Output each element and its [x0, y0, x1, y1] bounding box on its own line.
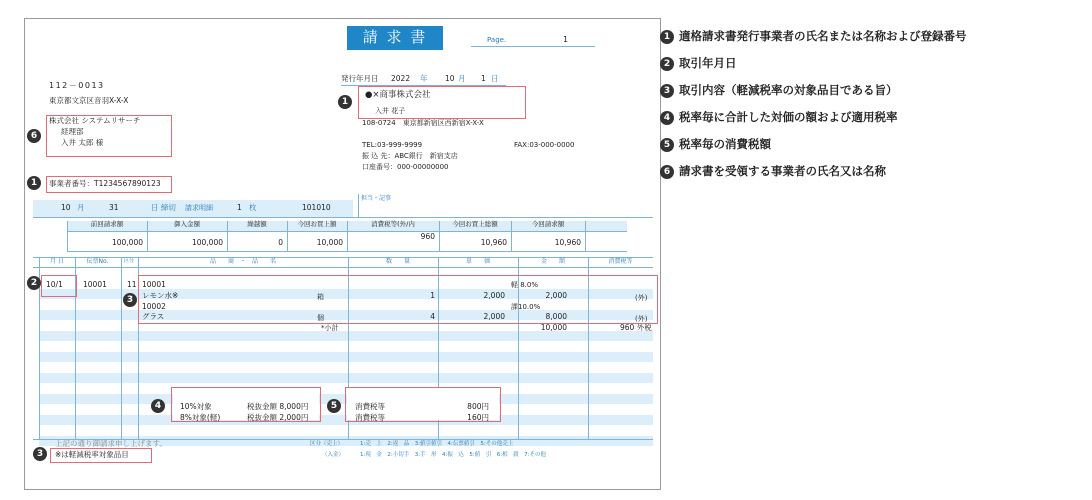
recipient-postal: 112－0013 — [49, 81, 105, 90]
issuer-bank: 振 込 先：ABC銀行 新宿支店 — [362, 152, 458, 160]
row-kbn: 11 — [127, 280, 137, 289]
legend-number: 3 — [660, 84, 674, 98]
page-number: 1 — [563, 35, 569, 44]
page-label: Page. — [487, 36, 507, 44]
detail-header-tax: 消費税等 — [608, 258, 633, 265]
tax-amount-label-1: 消費税等 — [355, 402, 385, 411]
marker-5: 5 — [327, 399, 341, 413]
subtotal-amount: 10,000 — [540, 323, 567, 332]
invoice-title: 請 求 書 — [362, 28, 428, 46]
summary-value-2: 0 — [278, 238, 283, 247]
highlight-date — [41, 275, 77, 297]
summary-value-5: 10,960 — [480, 238, 507, 247]
recipient-department: 経理部 — [61, 127, 84, 136]
legend-text: 取引年月日 — [679, 56, 737, 70]
detail-header-item: 品 商 ・ 品 名 — [209, 258, 276, 265]
legend-item-2 — [660, 55, 737, 71]
issuer-fax: FAX:03-000-0000 — [514, 141, 575, 149]
invoice-document: 請 求 書 Page. 1 発行年月日 2022 年 10 月 1 日 112－0013 東京都文京区音羽X-X-X 株式会社 システムリサーチ 経理部 入井 太郎 様 事業者番号：T1234567890123 ●×商事株式会社 入井 花子 108-0724 東京都新宿区西新宿X-X-X TEL:03-999-9999 FAX:03-000-0000 振 込 先：ABC銀行 新宿支店 口座番号：000-00000000 10 月 31 日 締切 請求明細 1 枚 101010 担当・記事 前回請求額 100,000 御入金額 100,000 繰越額 0 今回お買上額 10,000 消費税等(外/内 960 今回お買上総額 10,960 今回請求額 10,960 月 日 伝票No. 区分 品 商 ・ 品 名 数 量 単 価 金 額 消費税等 10/1 10001 11 10001 レモン水※ 箱 1 2,000 軽 8.0% 2,000 (外) 10002 グラス 個 4 2,000 課10.0% 8,000 (外) *小計 10,000 960 外税 10%対象 税抜金額 8,000円 8%対象(軽) 税抜金額 2,000円 消費税等 800円 消費税等 160円 上記の通り御請求申し上げます。 ※は軽減税率対象品目 区分（売上） 1:売 上 2:返 品 3:値引値引 4:伝票値引 5:その他売上 （入金） 1:現 金 2:小切手 3:手 形 4:振 込 5:値 引 6:相 殺 7:その他 6 1 1 2 3 3 4 5 — [24, 18, 661, 490]
item-name-1: レモン水※ — [142, 291, 179, 300]
legend-item-5 — [660, 136, 771, 152]
legend-number: 5 — [660, 138, 674, 152]
issuer-person: 入井 花子 — [375, 107, 406, 115]
legend-text: 請求書を受領する事業者の氏名又は名称 — [679, 164, 886, 178]
recipient-address: 東京都文京区音羽X-X-X — [49, 96, 129, 105]
marker-4: 4 — [151, 399, 165, 413]
highlight-reduced-note — [50, 448, 152, 463]
marker-6: 6 — [27, 129, 41, 143]
detail-header-qty: 数 量 — [385, 258, 410, 265]
legend-number: 4 — [660, 111, 674, 125]
detail-header-unit_price: 単 価 — [465, 258, 490, 265]
highlight-issuer — [358, 86, 526, 119]
highlight-recipient — [46, 115, 172, 157]
detail-header-slip: 伝票No. — [86, 258, 109, 265]
summary-value-3: 10,000 — [316, 238, 343, 247]
marker-3a: 3 — [123, 293, 137, 307]
detail-header-kbn: 区分 — [123, 258, 134, 264]
legend-text: 税率毎に合計した対価の額および適用税率 — [679, 110, 898, 124]
detail-row-band — [39, 373, 653, 383]
summary-header-6: 今回請求額 — [531, 220, 565, 228]
summary-header-0: 前回請求額 — [90, 220, 124, 228]
summary-header-2: 繰越額 — [247, 220, 267, 228]
detail-header-date: 月 日 — [50, 258, 64, 265]
summary-value-0: 100,000 — [111, 238, 143, 247]
highlight-items — [138, 275, 658, 324]
tax-amount-value-1: 800円 — [467, 402, 489, 411]
marker-1a: 1 — [27, 176, 41, 190]
footer-note: 上記の通り御請求申し上げます。 — [55, 439, 167, 448]
issuer-tel: TEL:03-999-9999 — [362, 141, 423, 149]
issuer-company: ●×商事株式会社 — [365, 90, 431, 100]
tax-amount-value-2: 160円 — [467, 413, 489, 422]
subtotal-tax: 960 外税 — [620, 323, 652, 332]
legend-item-3 — [660, 82, 898, 98]
marker-2: 2 — [27, 276, 41, 290]
legend-text: 税率毎の消費税額 — [679, 137, 771, 151]
summary-value-4: 960 — [420, 232, 435, 241]
recipient-company: 株式会社 システムリサーチ — [49, 116, 141, 125]
footer-reduced-note: ※は軽減税率対象品目 — [55, 450, 129, 459]
item-code-1: 10001 — [142, 280, 166, 289]
row-date: 10/1 — [46, 280, 63, 289]
detail-header-amount: 金 額 — [540, 258, 565, 265]
summary-header-3: 今回お買上額 — [297, 220, 337, 228]
marker-1b: 1 — [338, 95, 352, 109]
highlight-registration — [46, 176, 172, 193]
legend-item-4 — [660, 109, 898, 125]
item-code-2: 10002 — [142, 302, 166, 311]
rep-label: 担当・記事 — [361, 195, 392, 202]
tax-basis-8: 8%対象(軽) — [180, 413, 221, 422]
issue-day: 1 — [481, 74, 486, 83]
legend-number: 6 — [660, 165, 674, 179]
issuer-account: 口座番号：000-00000000 — [362, 163, 449, 171]
issue-year: 2022 — [391, 74, 411, 83]
row-slip: 10001 — [83, 280, 107, 289]
issue-month: 10 — [445, 74, 455, 83]
closing-code: 101010 — [302, 203, 331, 212]
legend-item-1 — [660, 28, 967, 44]
registration-number: 事業者番号：T1234567890123 — [49, 179, 161, 188]
item-name-2: グラス — [142, 312, 165, 321]
tax-basis-10: 10%対象 — [180, 402, 212, 411]
detail-row-band — [39, 352, 653, 362]
summary-header-5: 今回お買上総額 — [452, 220, 498, 228]
legend-item-6 — [660, 163, 886, 179]
issue-date-label: 発行年月日 — [341, 74, 379, 83]
recipient-person: 入井 太郎 様 — [61, 138, 104, 147]
issuer-address: 108-0724 東京都新宿区西新宿X-X-X — [362, 119, 484, 127]
legend-text: 適格請求書発行事業者の氏名または名称および登録番号 — [679, 29, 967, 43]
legend-number: 1 — [660, 30, 674, 44]
tax-amount-label-2: 消費税等 — [355, 413, 385, 422]
summary-value-1: 100,000 — [191, 238, 223, 247]
subtotal-label: *小計 — [321, 324, 339, 332]
summary-value-6: 10,960 — [554, 238, 581, 247]
legend-text: 取引内容（軽減税率の対象品目である旨） — [679, 83, 898, 97]
summary-header-1: 御入金額 — [174, 220, 200, 228]
marker-3b: 3 — [33, 447, 47, 461]
summary-header-4: 消費税等(外/内 — [371, 220, 415, 228]
legend-number: 2 — [660, 57, 674, 71]
